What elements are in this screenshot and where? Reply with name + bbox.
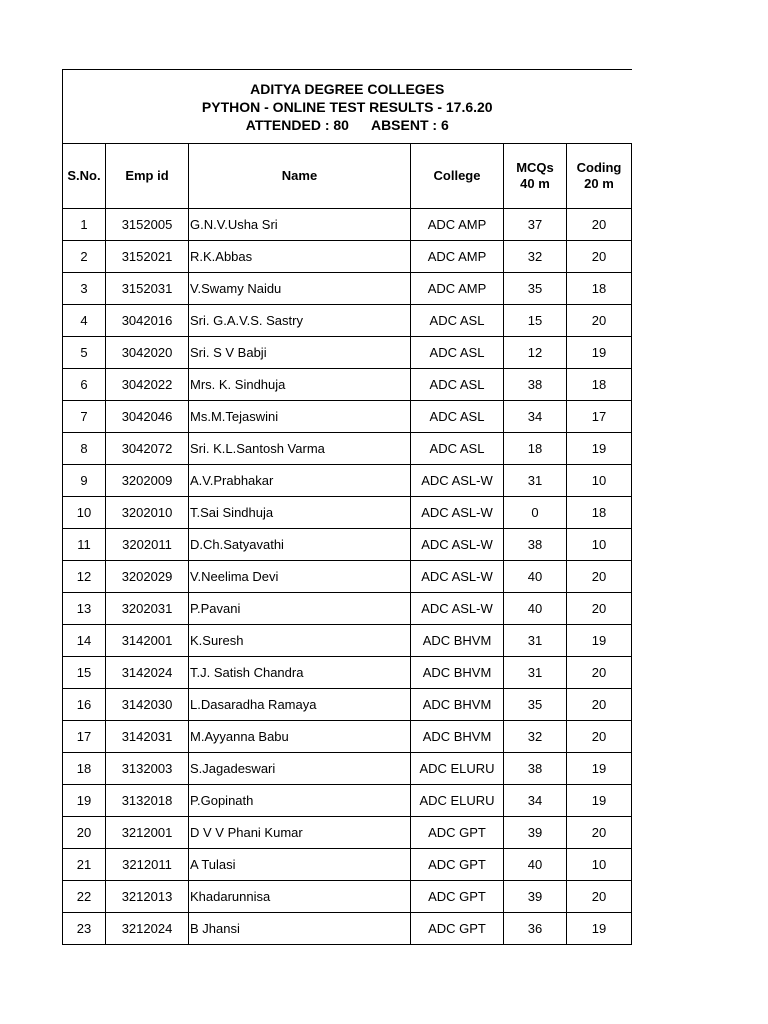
cell-name: Ms.M.Tejaswini	[189, 401, 411, 433]
cell-sno: 6	[63, 369, 106, 401]
cell-mcqs: 31	[504, 465, 567, 497]
cell-sno: 10	[63, 497, 106, 529]
cell-sno: 3	[63, 273, 106, 305]
results-body	[63, 209, 632, 945]
cell-empid: 3142031	[106, 721, 189, 753]
cell-coding: 18	[567, 369, 632, 401]
cell-empid: 3212001	[106, 817, 189, 849]
cell-college: ADC ASL	[411, 401, 504, 433]
cell-college: ADC AMP	[411, 273, 504, 305]
cell-sno: 7	[63, 401, 106, 433]
cell-mcqs: 38	[504, 753, 567, 785]
cell-coding: 19	[567, 337, 632, 369]
cell-college: ADC ASL-W	[411, 529, 504, 561]
table-row	[63, 593, 632, 625]
cell-name: V.Swamy Naidu	[189, 273, 411, 305]
cell-mcqs: 40	[504, 849, 567, 881]
column-header-empid: Emp id	[106, 144, 189, 209]
cell-name: Sri. K.L.Santosh Varma	[189, 433, 411, 465]
cell-mcqs: 38	[504, 369, 567, 401]
table-row	[63, 753, 632, 785]
cell-sno: 1	[63, 209, 106, 241]
cell-coding: 20	[567, 561, 632, 593]
cell-college: ADC ASL-W	[411, 465, 504, 497]
cell-empid: 3202011	[106, 529, 189, 561]
cell-sno: 9	[63, 465, 106, 497]
cell-mcqs: 38	[504, 529, 567, 561]
cell-coding: 19	[567, 785, 632, 817]
mcqs-header-line1: MCQs	[516, 160, 554, 175]
cell-name: P.Pavani	[189, 593, 411, 625]
cell-college: ADC BHVM	[411, 689, 504, 721]
column-header-row	[63, 144, 632, 209]
cell-sno: 18	[63, 753, 106, 785]
results-sheet	[62, 69, 631, 945]
table-row	[63, 817, 632, 849]
table-row	[63, 209, 632, 241]
cell-college: ADC ELURU	[411, 753, 504, 785]
column-header-college: College	[411, 144, 504, 209]
cell-empid: 3042046	[106, 401, 189, 433]
cell-mcqs: 39	[504, 881, 567, 913]
cell-empid: 3142030	[106, 689, 189, 721]
cell-mcqs: 12	[504, 337, 567, 369]
table-row	[63, 657, 632, 689]
cell-mcqs: 31	[504, 657, 567, 689]
cell-college: ADC GPT	[411, 913, 504, 945]
cell-name: Sri. G.A.V.S. Sastry	[189, 305, 411, 337]
cell-empid: 3202029	[106, 561, 189, 593]
cell-empid: 3202010	[106, 497, 189, 529]
cell-mcqs: 35	[504, 689, 567, 721]
table-row	[63, 273, 632, 305]
cell-empid: 3212024	[106, 913, 189, 945]
cell-coding: 19	[567, 625, 632, 657]
cell-mcqs: 32	[504, 241, 567, 273]
cell-coding: 20	[567, 657, 632, 689]
cell-coding: 20	[567, 305, 632, 337]
table-row	[63, 337, 632, 369]
table-row	[63, 529, 632, 561]
table-row	[63, 561, 632, 593]
cell-college: ADC AMP	[411, 241, 504, 273]
cell-college: ADC ASL-W	[411, 497, 504, 529]
cell-sno: 11	[63, 529, 106, 561]
cell-sno: 8	[63, 433, 106, 465]
cell-mcqs: 32	[504, 721, 567, 753]
cell-sno: 4	[63, 305, 106, 337]
table-row	[63, 369, 632, 401]
cell-coding: 20	[567, 241, 632, 273]
cell-mcqs: 40	[504, 561, 567, 593]
cell-name: D V V Phani Kumar	[189, 817, 411, 849]
table-row	[63, 849, 632, 881]
cell-sno: 16	[63, 689, 106, 721]
cell-sno: 2	[63, 241, 106, 273]
cell-name: Mrs. K. Sindhuja	[189, 369, 411, 401]
cell-mcqs: 37	[504, 209, 567, 241]
column-header-name: Name	[189, 144, 411, 209]
cell-coding: 19	[567, 913, 632, 945]
cell-coding: 20	[567, 817, 632, 849]
cell-name: V.Neelima Devi	[189, 561, 411, 593]
cell-coding: 18	[567, 497, 632, 529]
column-header-sno: S.No.	[63, 144, 106, 209]
absent-count: ABSENT : 6	[370, 116, 449, 133]
cell-college: ADC ASL	[411, 369, 504, 401]
cell-sno: 13	[63, 593, 106, 625]
cell-empid: 3042020	[106, 337, 189, 369]
cell-empid: 3202031	[106, 593, 189, 625]
cell-name: P.Gopinath	[189, 785, 411, 817]
cell-sno: 20	[63, 817, 106, 849]
table-row	[63, 785, 632, 817]
cell-sno: 21	[63, 849, 106, 881]
cell-college: ADC ASL-W	[411, 593, 504, 625]
title-block	[63, 70, 632, 144]
cell-empid: 3212011	[106, 849, 189, 881]
cell-coding: 20	[567, 209, 632, 241]
cell-empid: 3132018	[106, 785, 189, 817]
cell-mcqs: 34	[504, 785, 567, 817]
cell-mcqs: 34	[504, 401, 567, 433]
cell-empid: 3202009	[106, 465, 189, 497]
cell-empid: 3152005	[106, 209, 189, 241]
cell-mcqs: 36	[504, 913, 567, 945]
table-row	[63, 881, 632, 913]
attendance-summary	[63, 116, 632, 134]
cell-empid: 3142024	[106, 657, 189, 689]
cell-name: K.Suresh	[189, 625, 411, 657]
cell-coding: 19	[567, 753, 632, 785]
column-header-coding	[567, 144, 632, 209]
cell-coding: 20	[567, 593, 632, 625]
cell-college: ADC GPT	[411, 817, 504, 849]
mcqs-header-line2: 40 m	[520, 176, 550, 191]
cell-name: T.J. Satish Chandra	[189, 657, 411, 689]
table-row	[63, 913, 632, 945]
cell-mcqs: 39	[504, 817, 567, 849]
cell-name: G.N.V.Usha Sri	[189, 209, 411, 241]
cell-sno: 14	[63, 625, 106, 657]
cell-college: ADC BHVM	[411, 625, 504, 657]
cell-name: S.Jagadeswari	[189, 753, 411, 785]
cell-empid: 3042016	[106, 305, 189, 337]
attended-count: ATTENDED : 80	[245, 116, 349, 133]
cell-sno: 12	[63, 561, 106, 593]
cell-college: ADC ASL	[411, 337, 504, 369]
cell-name: R.K.Abbas	[189, 241, 411, 273]
cell-college: ADC GPT	[411, 881, 504, 913]
table-row	[63, 497, 632, 529]
table-row	[63, 433, 632, 465]
column-header-mcqs	[504, 144, 567, 209]
cell-name: A.V.Prabhakar	[189, 465, 411, 497]
cell-empid: 3042072	[106, 433, 189, 465]
title-row	[63, 70, 632, 144]
cell-college: ADC ASL	[411, 305, 504, 337]
cell-coding: 10	[567, 849, 632, 881]
results-table	[62, 69, 632, 945]
cell-empid: 3042022	[106, 369, 189, 401]
table-row	[63, 689, 632, 721]
cell-name: Khadarunnisa	[189, 881, 411, 913]
cell-sno: 19	[63, 785, 106, 817]
cell-sno: 22	[63, 881, 106, 913]
cell-college: ADC GPT	[411, 849, 504, 881]
cell-name: M.Ayyanna Babu	[189, 721, 411, 753]
cell-mcqs: 31	[504, 625, 567, 657]
cell-mcqs: 0	[504, 497, 567, 529]
cell-mcqs: 40	[504, 593, 567, 625]
cell-college: ADC BHVM	[411, 721, 504, 753]
table-row	[63, 401, 632, 433]
cell-sno: 15	[63, 657, 106, 689]
cell-college: ADC ELURU	[411, 785, 504, 817]
cell-coding: 20	[567, 689, 632, 721]
cell-mcqs: 15	[504, 305, 567, 337]
cell-coding: 10	[567, 465, 632, 497]
cell-empid: 3142001	[106, 625, 189, 657]
cell-coding: 20	[567, 721, 632, 753]
cell-name: B Jhansi	[189, 913, 411, 945]
cell-mcqs: 18	[504, 433, 567, 465]
cell-name: T.Sai Sindhuja	[189, 497, 411, 529]
title-text: ADITYA DEGREE COLLEGES	[250, 80, 445, 97]
cell-coding: 19	[567, 433, 632, 465]
cell-empid: 3152031	[106, 273, 189, 305]
cell-coding: 18	[567, 273, 632, 305]
cell-college: ADC AMP	[411, 209, 504, 241]
cell-college: ADC ASL-W	[411, 561, 504, 593]
cell-coding: 17	[567, 401, 632, 433]
table-row	[63, 625, 632, 657]
cell-name: L.Dasaradha Ramaya	[189, 689, 411, 721]
table-row	[63, 721, 632, 753]
table-row	[63, 305, 632, 337]
cell-empid: 3132003	[106, 753, 189, 785]
cell-empid: 3152021	[106, 241, 189, 273]
cell-name: A Tulasi	[189, 849, 411, 881]
table-row	[63, 465, 632, 497]
cell-empid: 3212013	[106, 881, 189, 913]
coding-header-line1: Coding	[576, 160, 622, 175]
cell-sno: 23	[63, 913, 106, 945]
subtitle-text: PYTHON - ONLINE TEST RESULTS - 17.6.20	[201, 98, 493, 115]
cell-name: D.Ch.Satyavathi	[189, 529, 411, 561]
cell-name: Sri. S V Babji	[189, 337, 411, 369]
cell-coding: 10	[567, 529, 632, 561]
cell-sno: 5	[63, 337, 106, 369]
cell-sno: 17	[63, 721, 106, 753]
cell-college: ADC ASL	[411, 433, 504, 465]
table-row	[63, 241, 632, 273]
cell-college: ADC BHVM	[411, 657, 504, 689]
cell-mcqs: 35	[504, 273, 567, 305]
cell-coding: 20	[567, 881, 632, 913]
coding-header-line2: 20 m	[584, 176, 614, 191]
